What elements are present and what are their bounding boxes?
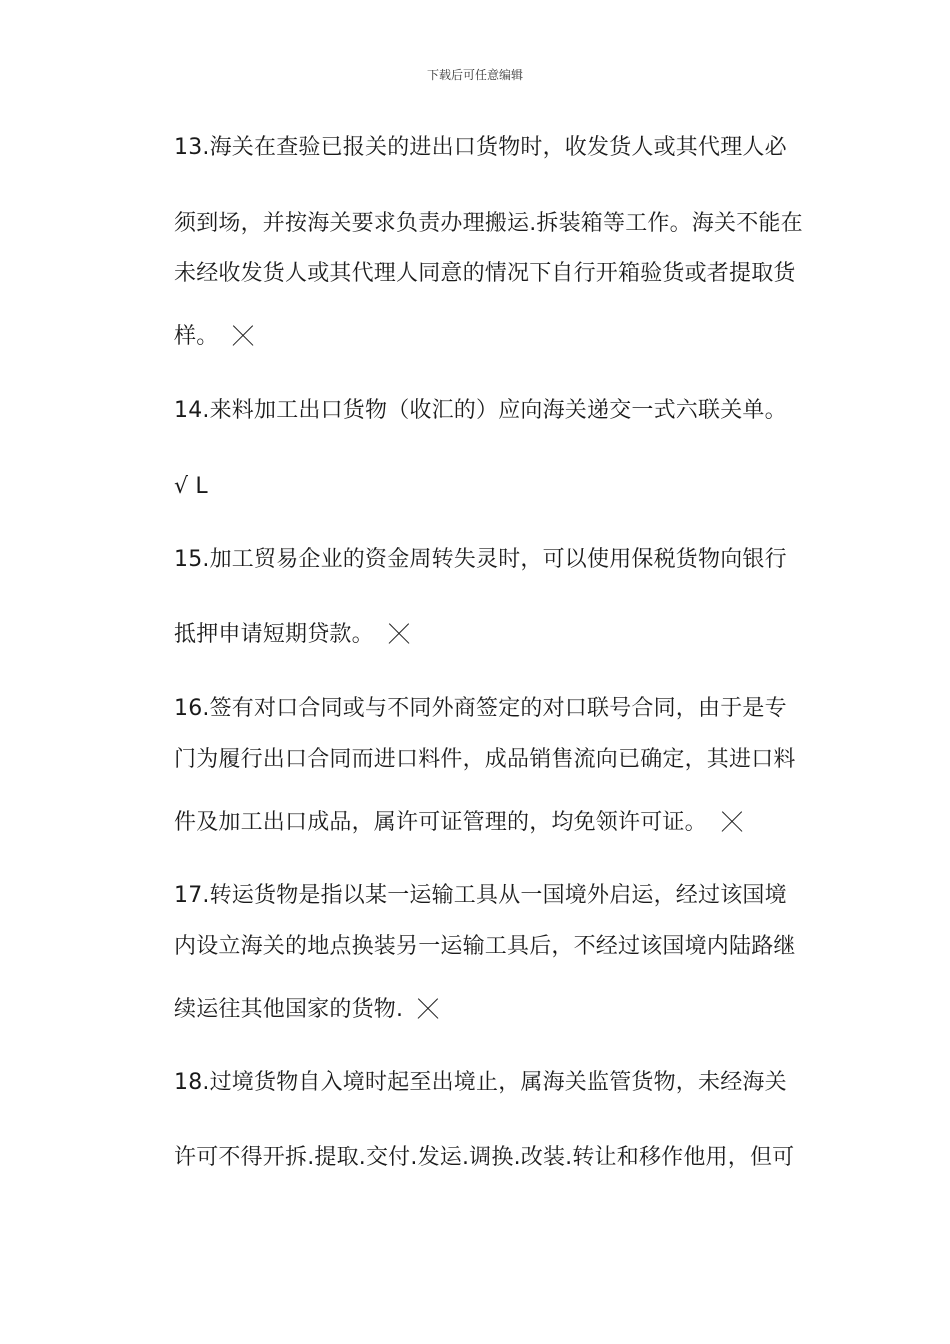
q17-line-1: 17.转运货物是指以某一运输工具从一国境外启运，经过该国境 bbox=[174, 883, 787, 908]
page-header: 下载后可任意编辑 bbox=[426, 68, 523, 82]
cross-mark-icon bbox=[232, 325, 254, 347]
q14-answer: √ L bbox=[174, 474, 208, 499]
q13-line-4 bbox=[174, 322, 814, 352]
q13-line-3: 未经收发货人或其代理人同意的情况下自行开箱验货或者提取货 bbox=[174, 261, 796, 286]
q15-line-1: 15.加工贸易企业的资金周转失灵时，可以使用保税货物向银行 bbox=[174, 547, 787, 572]
q14-line-1: 14.来料加工出口货物（收汇的）应向海关递交一式六联关单。 bbox=[174, 398, 787, 423]
q16-line-3 bbox=[174, 808, 814, 838]
cross-mark-icon bbox=[721, 811, 743, 833]
q18-line-2: 许可不得开拆.提取.交付.发运.调换.改装.转让和移作他用，但可 bbox=[174, 1145, 795, 1170]
q15-line-2-text: 抵押申请短期贷款。 bbox=[174, 622, 374, 647]
q18-line-1: 18.过境货物自入境时起至出境止，属海关监管货物，未经海关 bbox=[174, 1070, 787, 1095]
q16-line-3-text: 件及加工出口成品，属许可证管理的，均免领许可证。 bbox=[174, 810, 707, 835]
q13-line-1: 13.海关在查验已报关的进出口货物时，收发货人或其代理人必 bbox=[174, 135, 787, 160]
q13-line-2: 须到场，并按海关要求负责办理搬运.拆装箱等工作。海关不能在 bbox=[174, 211, 803, 236]
cross-mark-icon bbox=[388, 623, 410, 645]
cross-mark-icon bbox=[417, 998, 439, 1020]
q16-line-2: 门为履行出口合同而进口料件，成品销售流向已确定，其进口料 bbox=[174, 747, 796, 772]
q17-line-3-text: 续运往其他国家的货物. bbox=[174, 997, 404, 1022]
q16-line-1: 16.签有对口合同或与不同外商签定的对口联号合同，由于是专 bbox=[174, 696, 787, 721]
q15-line-2 bbox=[174, 620, 814, 650]
q17-line-2: 内设立海关的地点换装另一运输工具后，不经过该国境内陆路继 bbox=[174, 934, 796, 959]
q17-line-3 bbox=[174, 995, 814, 1025]
q13-line-4-text: 样。 bbox=[174, 324, 219, 349]
